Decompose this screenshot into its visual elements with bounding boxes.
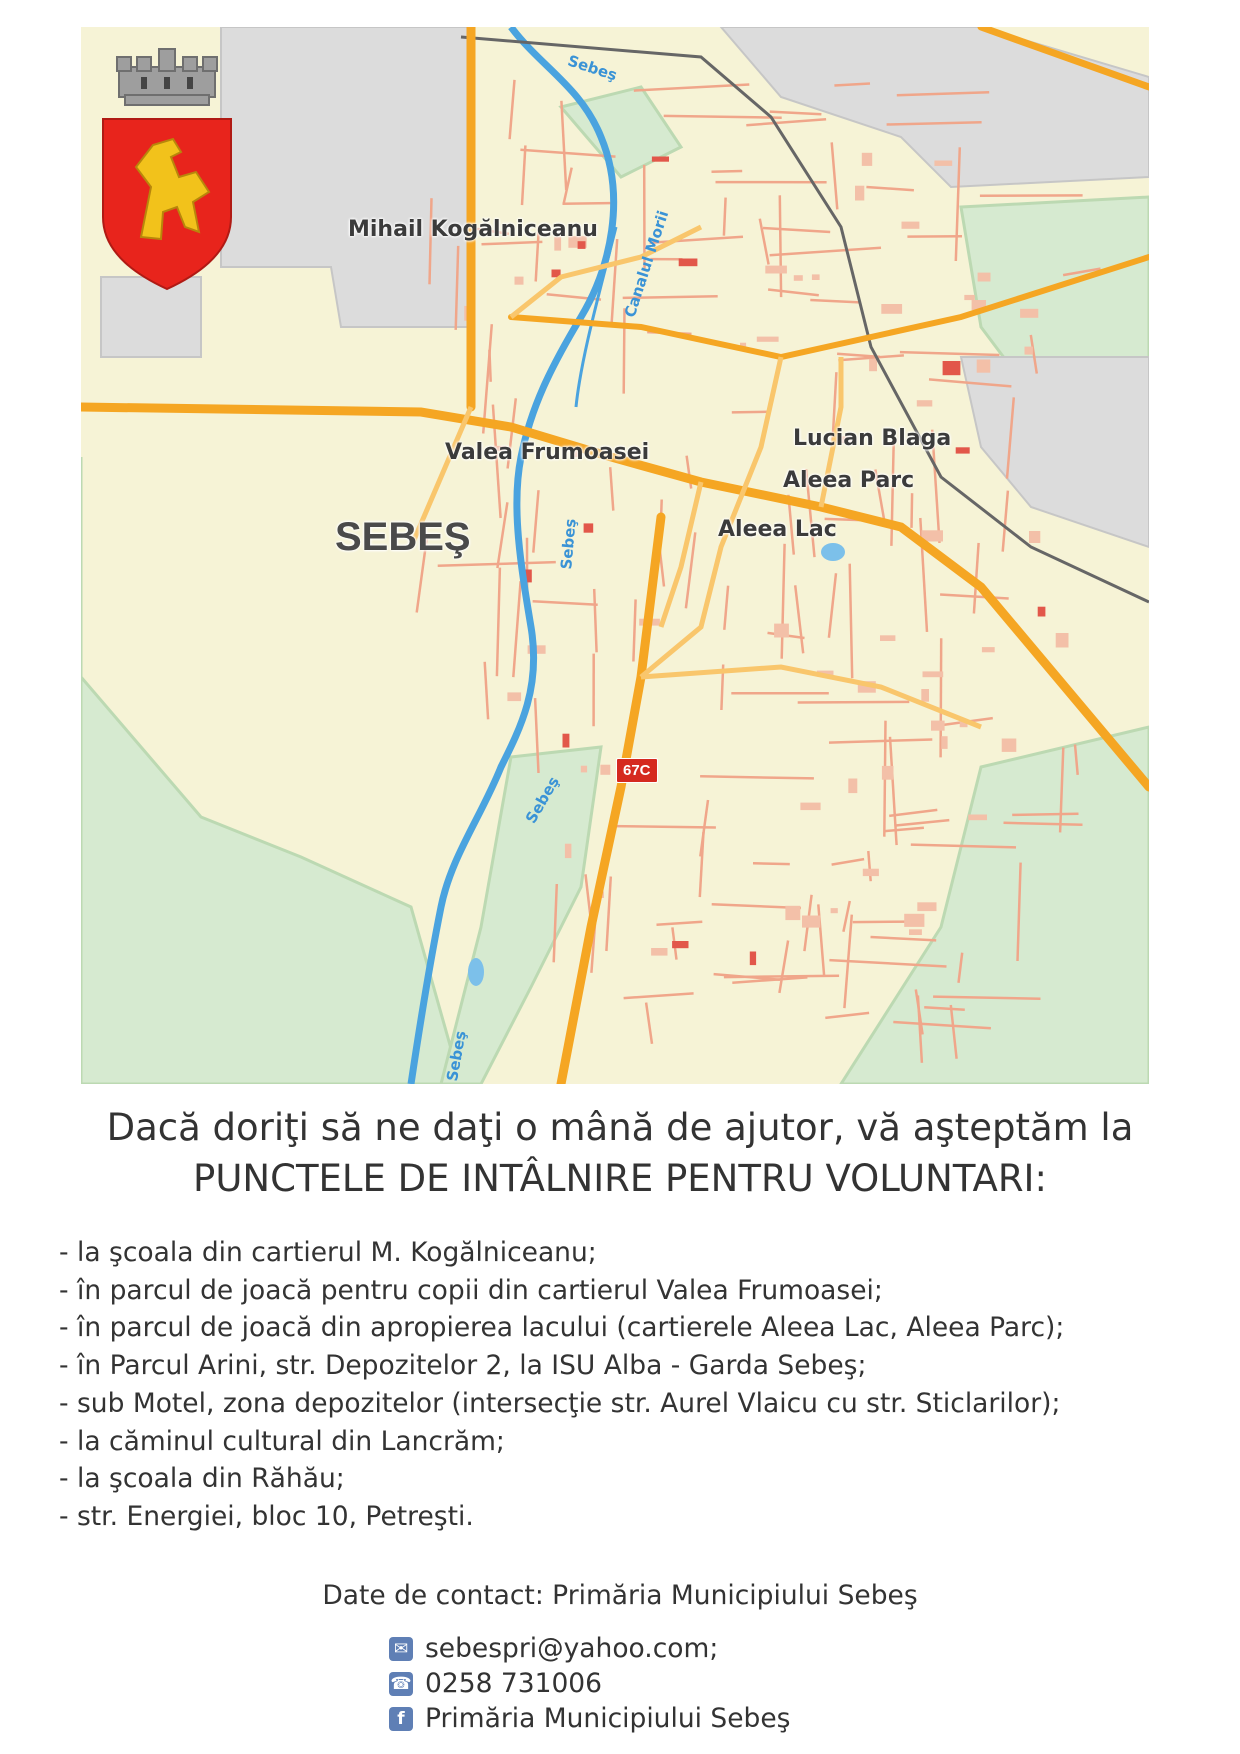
- street: [606, 877, 610, 952]
- building: [917, 902, 936, 911]
- building: [800, 803, 820, 811]
- building: [765, 266, 787, 274]
- meeting-points-list: [59, 1234, 1064, 1536]
- district-label-lucian-blaga: Lucian Blaga: [793, 426, 952, 451]
- building: [931, 721, 945, 731]
- street: [1003, 491, 1008, 552]
- street: [646, 1003, 652, 1044]
- building: [802, 916, 820, 928]
- building: [956, 447, 970, 453]
- street: [700, 776, 814, 778]
- river-label: Sebeş: [521, 773, 563, 827]
- street: [760, 219, 769, 265]
- list-item: - la şcoala din Răhău;: [59, 1463, 345, 1495]
- contact-email-row: [389, 1633, 718, 1664]
- contact-email[interactable]: sebespri@yahoo.com;: [425, 1633, 719, 1664]
- building: [964, 295, 975, 300]
- building: [904, 914, 924, 927]
- contact-phone[interactable]: 0258 731006: [425, 1668, 603, 1699]
- street: [770, 248, 881, 255]
- street: [563, 203, 618, 204]
- building: [1038, 607, 1046, 617]
- list-item: - la căminul cultural din Lancrăm;: [59, 1425, 505, 1457]
- street: [594, 589, 596, 652]
- facebook-icon: f: [389, 1707, 413, 1731]
- street: [890, 737, 897, 845]
- building: [1025, 347, 1033, 355]
- street: [746, 119, 826, 125]
- street: [798, 702, 910, 703]
- building: [812, 274, 820, 280]
- building: [578, 241, 586, 249]
- building: [923, 671, 944, 677]
- street: [664, 116, 782, 118]
- street: [782, 544, 785, 659]
- river-label: Sebeş: [557, 517, 580, 571]
- street: [533, 601, 598, 605]
- street: [633, 599, 635, 661]
- street: [497, 568, 500, 677]
- contact-title: Date de contact: Primăria Municipiului Sebeş: [322, 1580, 918, 1611]
- building: [1002, 739, 1017, 752]
- street: [780, 195, 781, 297]
- street: [724, 198, 726, 236]
- coat-of-arms-icon: [81, 27, 251, 297]
- street: [610, 467, 613, 510]
- river-label: Sebeş: [565, 51, 620, 85]
- district-label-aleea-parc: Aleea Parc: [783, 468, 915, 493]
- street: [832, 142, 838, 209]
- street: [829, 740, 932, 743]
- street: [497, 502, 507, 568]
- street: [871, 937, 937, 940]
- building: [750, 952, 756, 966]
- list-item: - în Parcul Arini, str. Depozitelor 2, la ISU Alba - Garda Sebeş;: [59, 1350, 867, 1382]
- street: [889, 810, 937, 816]
- building: [831, 908, 838, 913]
- contact-facebook[interactable]: Primăria Municipiului Sebeş: [425, 1703, 791, 1734]
- street: [795, 585, 803, 653]
- street: [712, 171, 743, 172]
- building: [863, 869, 879, 876]
- street: [868, 851, 870, 881]
- building: [794, 275, 803, 281]
- building: [672, 941, 688, 948]
- building: [882, 766, 894, 780]
- building: [563, 734, 570, 748]
- street: [624, 993, 694, 998]
- building: [651, 948, 667, 956]
- street: [900, 352, 1000, 355]
- envelope-icon: ✉: [389, 1637, 413, 1661]
- building: [982, 647, 995, 652]
- street: [810, 300, 859, 302]
- building: [507, 692, 521, 701]
- road-number-badge: 67C: [616, 758, 658, 783]
- building: [515, 277, 524, 285]
- street: [510, 80, 515, 139]
- district-label-aleea-lac: Aleea Lac: [718, 517, 837, 542]
- building: [1056, 633, 1069, 648]
- street: [832, 859, 865, 865]
- building: [881, 304, 902, 314]
- building: [581, 766, 587, 773]
- building: [921, 689, 929, 702]
- building: [977, 360, 991, 373]
- street: [522, 145, 525, 205]
- street: [770, 112, 822, 115]
- building: [934, 161, 952, 166]
- street: [724, 586, 728, 630]
- city-label: SEBEŞ: [335, 515, 471, 559]
- street: [482, 242, 543, 244]
- canal-label: Canalul Morii: [620, 208, 673, 320]
- building: [917, 400, 933, 406]
- street: [894, 820, 949, 826]
- call-to-action-heading: [0, 1102, 1240, 1204]
- list-item: - str. Energiei, bloc 10, Petreşti.: [59, 1500, 474, 1532]
- street: [912, 493, 913, 528]
- street: [753, 863, 790, 864]
- street: [779, 941, 788, 993]
- district-label-valea-frumoasei: Valea Frumoasei: [445, 440, 650, 465]
- building: [880, 635, 895, 641]
- pond: [468, 958, 484, 986]
- list-item: - la şcoala din cartierul M. Kogălniceanu;: [59, 1237, 597, 1268]
- street: [612, 239, 618, 322]
- district-label-kogalniceanu: Mihail Kogălniceanu: [348, 217, 598, 242]
- phone-icon: ☎: [390, 1673, 412, 1694]
- building: [774, 624, 789, 638]
- street: [485, 662, 488, 720]
- building: [902, 222, 920, 229]
- building: [968, 815, 987, 821]
- heading-line-2: PUNCTELE DE INTÂLNIRE PENTRU VOLUNTARI:: [193, 1157, 1047, 1200]
- street: [657, 922, 703, 925]
- building: [909, 929, 922, 935]
- building: [652, 157, 669, 162]
- street: [624, 308, 625, 393]
- street: [614, 826, 716, 827]
- street: [829, 573, 836, 638]
- street: [818, 904, 824, 976]
- building: [943, 361, 961, 375]
- building: [584, 523, 594, 532]
- city-map: [81, 27, 1149, 1084]
- street: [586, 874, 591, 916]
- building: [848, 779, 857, 794]
- building: [565, 844, 572, 858]
- street: [866, 187, 914, 190]
- list-item: - sub Motel, zona depozitelor (intersecţie str. Aurel Vlaicu cu str. Sticlarilor);: [59, 1387, 1061, 1419]
- lake: [821, 543, 845, 561]
- building: [1020, 309, 1038, 318]
- list-item: - în parcul de joacă pentru copii din cartierul Valea Frumoasei;: [59, 1274, 883, 1306]
- building: [757, 337, 779, 342]
- building: [1029, 531, 1040, 543]
- river-label: Sebeş: [443, 1029, 470, 1083]
- street: [763, 228, 830, 232]
- building: [978, 273, 991, 282]
- building: [862, 153, 872, 166]
- street: [1012, 814, 1078, 815]
- street: [843, 901, 849, 932]
- contact-facebook-row: [389, 1703, 790, 1734]
- building: [855, 186, 864, 201]
- street: [513, 581, 520, 677]
- building: [941, 736, 947, 749]
- street: [941, 638, 942, 757]
- heading-line-1: Dacă doriţi să ne daţi o mână de ajutor, vă aşteptăm la: [106, 1106, 1134, 1149]
- street: [533, 490, 538, 552]
- building: [785, 906, 800, 920]
- street: [768, 290, 819, 296]
- street: [732, 412, 770, 413]
- contact-phone-row: [389, 1668, 602, 1699]
- list-item: - în parcul de joacă din apropierea lacului (cartierele Aleea Lac, Aleea Parc);: [59, 1312, 1065, 1344]
- street: [850, 564, 853, 679]
- building: [679, 259, 698, 267]
- building: [869, 359, 877, 371]
- building: [600, 765, 610, 775]
- street: [489, 350, 490, 382]
- street: [825, 1013, 869, 1018]
- street: [885, 828, 924, 831]
